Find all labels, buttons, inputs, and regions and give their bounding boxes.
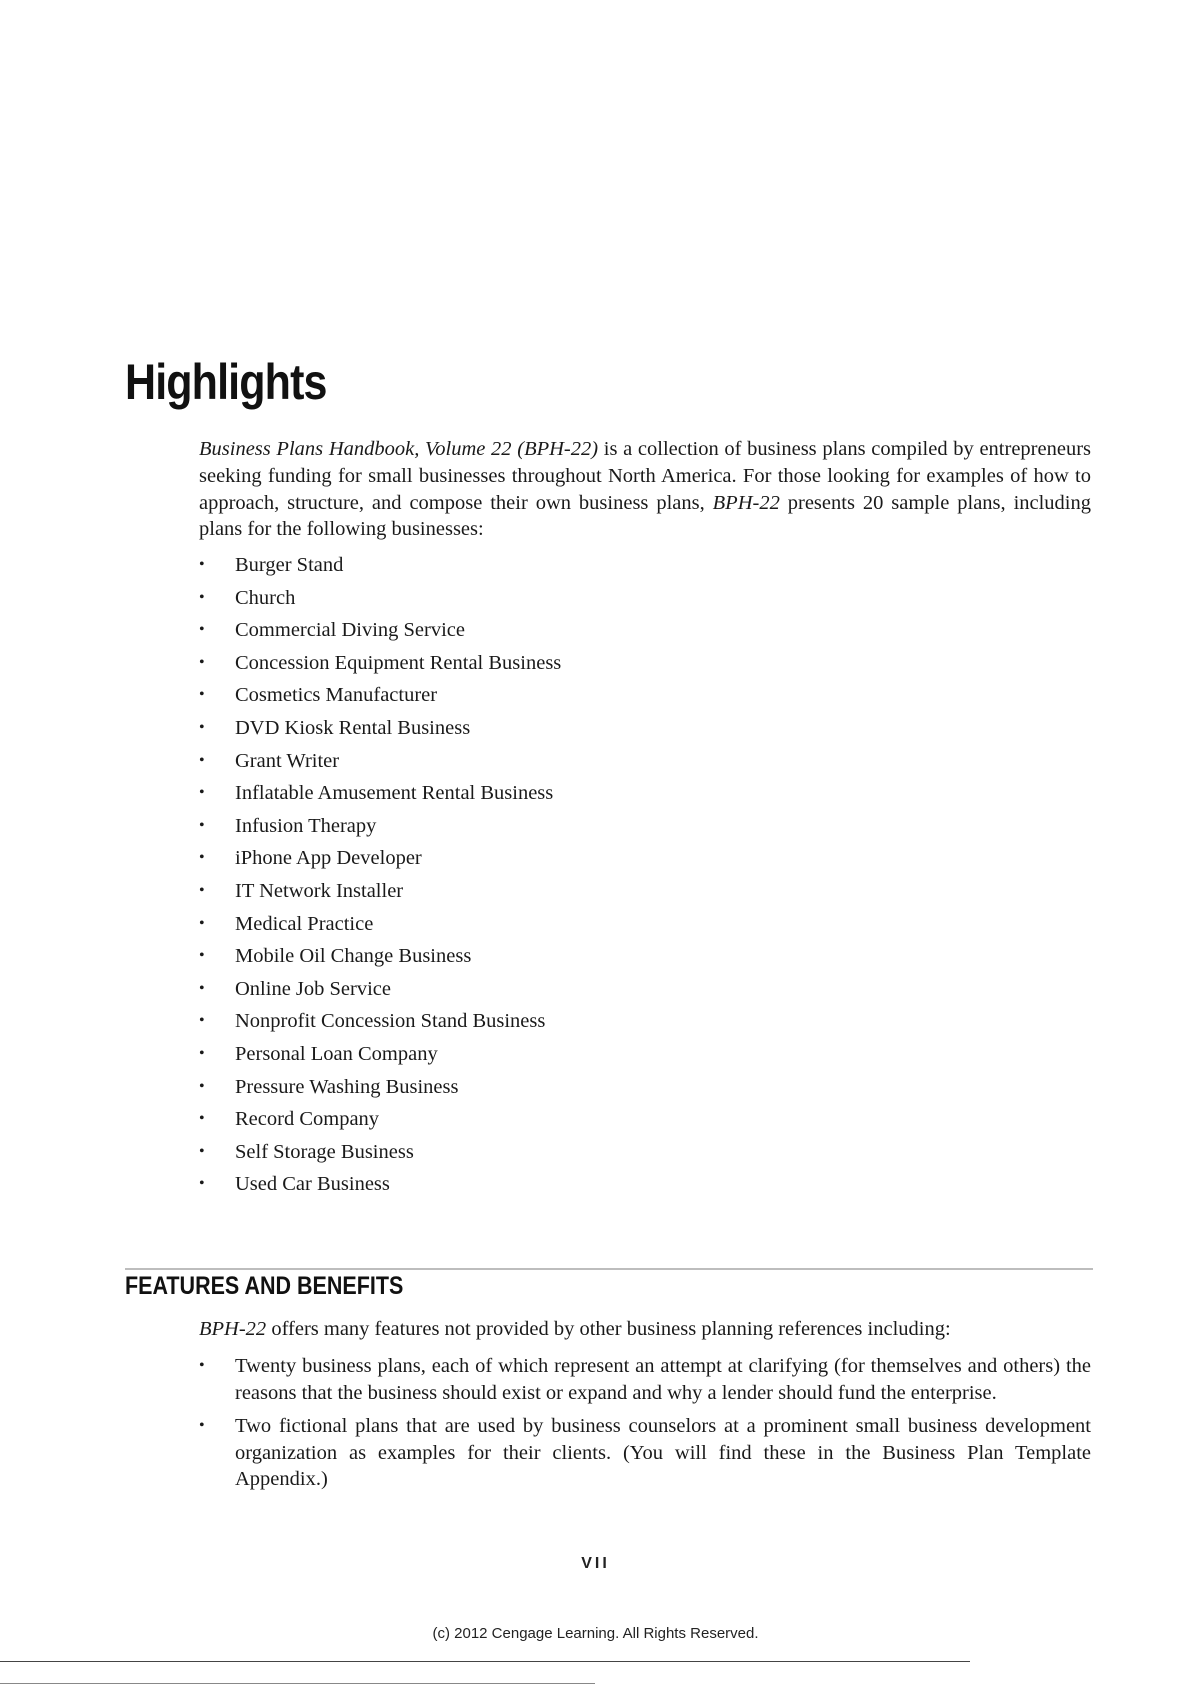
list-item bbox=[199, 1041, 1091, 1074]
list-item-label: Online Job Service bbox=[235, 977, 391, 1000]
features-abbrev: BPH-22 bbox=[199, 1318, 267, 1340]
bullet: • bbox=[199, 947, 205, 965]
list-item-label: Personal Loan Company bbox=[235, 1042, 438, 1065]
intro-text-1: is a collection of business plans compiled by entrepreneurs seeking funding for small businesses throughout North America. For those looking for examples of how to approach, structure, and compose their own business plans, bbox=[199, 438, 1091, 514]
list-item bbox=[199, 650, 1091, 683]
list-item-label: Infusion Therapy bbox=[235, 814, 377, 837]
bullet: • bbox=[199, 1044, 205, 1062]
list-item bbox=[199, 911, 1091, 944]
feature-item-text: Two fictional plans that are used by business counselors at a prominent small business development organization as examples for their clients. (You will find these in the Business Plan Template Appendix.) bbox=[235, 1415, 1091, 1490]
footer-divider-secondary bbox=[0, 1683, 595, 1684]
feature-item-text: Twenty business plans, each of which represent an attempt at clarifying (for themselves and others) the reasons that the business should exist or expand and why a lender should fund the enterprise. bbox=[235, 1355, 1091, 1404]
bullet: • bbox=[199, 816, 205, 834]
list-item-label: Grant Writer bbox=[235, 749, 340, 772]
book-abbrev: BPH-22 bbox=[712, 491, 780, 514]
list-item bbox=[199, 813, 1091, 846]
bullet: • bbox=[199, 1077, 205, 1095]
bullet: • bbox=[199, 914, 205, 932]
page-title: Highlights bbox=[125, 354, 327, 410]
bullet: • bbox=[199, 881, 205, 899]
bullet: • bbox=[199, 751, 205, 769]
feature-list bbox=[199, 1353, 1091, 1500]
list-item-label: iPhone App Developer bbox=[235, 847, 422, 870]
list-item bbox=[199, 617, 1091, 650]
copyright-notice: (c) 2012 Cengage Learning. All Rights Reserved. bbox=[432, 1625, 759, 1642]
list-item-label: Concession Equipment Rental Business bbox=[235, 651, 562, 674]
bullet: • bbox=[199, 686, 205, 704]
features-intro-text: offers many features not provided by other business planning references including: bbox=[266, 1318, 951, 1340]
book-title: Business Plans Handbook, Volume 22 (BPH-22) bbox=[199, 438, 599, 460]
list-item-label: Inflatable Amusement Rental Business bbox=[235, 782, 554, 805]
list-item bbox=[199, 845, 1091, 878]
list-item bbox=[199, 682, 1091, 715]
bullet: • bbox=[199, 1142, 205, 1160]
business-list bbox=[199, 552, 1091, 1204]
list-item-label: Nonprofit Concession Stand Business bbox=[235, 1010, 546, 1033]
list-item bbox=[199, 715, 1091, 748]
bullet: • bbox=[199, 556, 205, 573]
features-intro bbox=[199, 1316, 1091, 1343]
page-number: VII bbox=[581, 1555, 610, 1572]
list-item-label: DVD Kiosk Rental Business bbox=[235, 716, 471, 739]
footer-divider bbox=[0, 1661, 970, 1662]
list-item bbox=[199, 1139, 1091, 1172]
bullet: • bbox=[199, 588, 205, 606]
bullet: • bbox=[199, 1012, 205, 1030]
list-item bbox=[199, 1171, 1091, 1204]
list-item bbox=[199, 878, 1091, 911]
list-item bbox=[199, 976, 1091, 1009]
intro-paragraph bbox=[199, 436, 1091, 543]
feature-item bbox=[199, 1353, 1091, 1406]
section-heading: FEATURES AND BENEFITS bbox=[125, 1272, 404, 1300]
list-item-label: Medical Practice bbox=[235, 912, 374, 935]
bullet: • bbox=[199, 1417, 205, 1434]
list-item-label: IT Network Installer bbox=[235, 879, 404, 902]
list-item-label: Record Company bbox=[235, 1108, 380, 1131]
list-item-label: Pressure Washing Business bbox=[235, 1075, 459, 1098]
list-item bbox=[199, 552, 1091, 585]
list-item-label: Used Car Business bbox=[235, 1173, 390, 1196]
list-item-label: Church bbox=[235, 586, 296, 609]
bullet: • bbox=[199, 718, 205, 736]
list-item-label: Cosmetics Manufacturer bbox=[235, 684, 438, 707]
list-item bbox=[199, 1008, 1091, 1041]
bullet: • bbox=[199, 979, 205, 997]
bullet: • bbox=[199, 1175, 205, 1193]
list-item-label: Mobile Oil Change Business bbox=[235, 945, 472, 968]
bullet: • bbox=[199, 1357, 205, 1374]
list-item-label: Burger Stand bbox=[235, 554, 344, 576]
feature-item bbox=[199, 1413, 1091, 1493]
bullet: • bbox=[199, 1110, 205, 1128]
list-item bbox=[199, 748, 1091, 781]
list-item bbox=[199, 943, 1091, 976]
section-divider bbox=[125, 1268, 1093, 1270]
bullet: • bbox=[199, 784, 205, 802]
list-item bbox=[199, 1106, 1091, 1139]
intro-text-2: presents 20 sample plans, including plans for the following businesses: bbox=[199, 491, 1092, 541]
list-item bbox=[199, 780, 1091, 813]
bullet: • bbox=[199, 849, 205, 867]
list-item bbox=[199, 1074, 1091, 1107]
bullet: • bbox=[199, 653, 205, 671]
bullet: • bbox=[199, 621, 205, 639]
list-item-label: Commercial Diving Service bbox=[235, 619, 465, 642]
list-item-label: Self Storage Business bbox=[235, 1140, 414, 1163]
list-item bbox=[199, 585, 1091, 618]
